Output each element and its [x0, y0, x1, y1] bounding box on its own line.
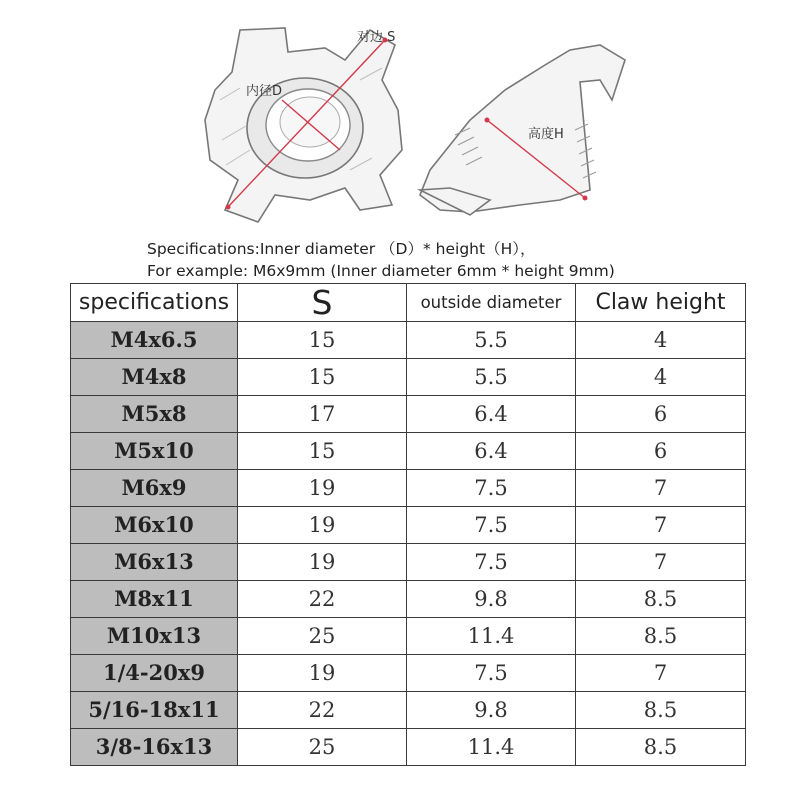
claw-height-cell: 7: [576, 470, 746, 507]
s-cell: 19: [238, 655, 407, 692]
label-h: 高度H: [528, 127, 564, 142]
claw-height-cell: 8.5: [576, 692, 746, 729]
table-row: [71, 544, 746, 581]
header-outside-diameter: outside diameter: [407, 284, 576, 322]
s-cell: 22: [238, 581, 407, 618]
table-row: [71, 359, 746, 396]
s-cell: 19: [238, 470, 407, 507]
spec-cell: M6x9: [71, 470, 238, 507]
outside-diameter-cell: 11.4: [407, 618, 576, 655]
spec-cell: 1/4-20x9: [71, 655, 238, 692]
outside-diameter-cell: 5.5: [407, 359, 576, 396]
label-s: 对边 S: [357, 30, 396, 45]
outside-diameter-cell: 11.4: [407, 729, 576, 766]
table-header-row: [71, 284, 746, 322]
table-row: [71, 581, 746, 618]
header-claw-height: Claw height: [576, 284, 746, 322]
table-row: [71, 618, 746, 655]
claw-height-cell: 8.5: [576, 581, 746, 618]
outside-diameter-cell: 6.4: [407, 433, 576, 470]
outside-diameter-cell: 5.5: [407, 322, 576, 359]
outside-diameter-cell: 7.5: [407, 507, 576, 544]
outside-diameter-cell: 7.5: [407, 655, 576, 692]
table-row: [71, 655, 746, 692]
table-row: [71, 692, 746, 729]
claw-height-cell: 8.5: [576, 729, 746, 766]
spec-table: [70, 283, 746, 766]
spec-cell: 5/16-18x11: [71, 692, 238, 729]
s-cell: 19: [238, 507, 407, 544]
s-cell: 17: [238, 396, 407, 433]
outside-diameter-cell: 7.5: [407, 544, 576, 581]
caption-line-1: Specifications:Inner diameter （D）* height（H），: [147, 240, 536, 258]
table-row: [71, 470, 746, 507]
s-cell: 15: [238, 322, 407, 359]
table-row: [71, 729, 746, 766]
outside-diameter-cell: 9.8: [407, 581, 576, 618]
outside-diameter-cell: 9.8: [407, 692, 576, 729]
claw-height-cell: 6: [576, 433, 746, 470]
s-cell: 22: [238, 692, 407, 729]
claw-height-cell: 7: [576, 544, 746, 581]
tee-nut-figure: [0, 0, 800, 235]
s-cell: 15: [238, 433, 407, 470]
s-cell: 15: [238, 359, 407, 396]
spec-cell: M8x11: [71, 581, 238, 618]
s-cell: 25: [238, 729, 407, 766]
table-row: [71, 322, 746, 359]
claw-height-cell: 8.5: [576, 618, 746, 655]
claw-height-cell: 6: [576, 396, 746, 433]
table-row: [71, 396, 746, 433]
caption-line-2: For example: M6x9mm (Inner diameter 6mm * height 9mm): [147, 262, 615, 280]
header-s: S: [238, 284, 407, 322]
s-cell: 19: [238, 544, 407, 581]
s-cell: 25: [238, 618, 407, 655]
outside-diameter-cell: 7.5: [407, 470, 576, 507]
header-specifications: specifications: [71, 284, 238, 322]
spec-cell: 3/8-16x13: [71, 729, 238, 766]
spec-cell: M5x10: [71, 433, 238, 470]
spec-cell: M4x8: [71, 359, 238, 396]
claw-height-cell: 4: [576, 322, 746, 359]
tee-nut-top-view-icon: [0, 0, 800, 235]
spec-cell: M6x13: [71, 544, 238, 581]
claw-height-cell: 7: [576, 655, 746, 692]
table-row: [71, 507, 746, 544]
spec-cell: M6x10: [71, 507, 238, 544]
table-row: [71, 433, 746, 470]
claw-height-cell: 7: [576, 507, 746, 544]
spec-cell: M5x8: [71, 396, 238, 433]
claw-height-cell: 4: [576, 359, 746, 396]
spec-cell: M10x13: [71, 618, 238, 655]
spec-cell: M4x6.5: [71, 322, 238, 359]
label-d: 内径D: [246, 84, 283, 99]
outside-diameter-cell: 6.4: [407, 396, 576, 433]
